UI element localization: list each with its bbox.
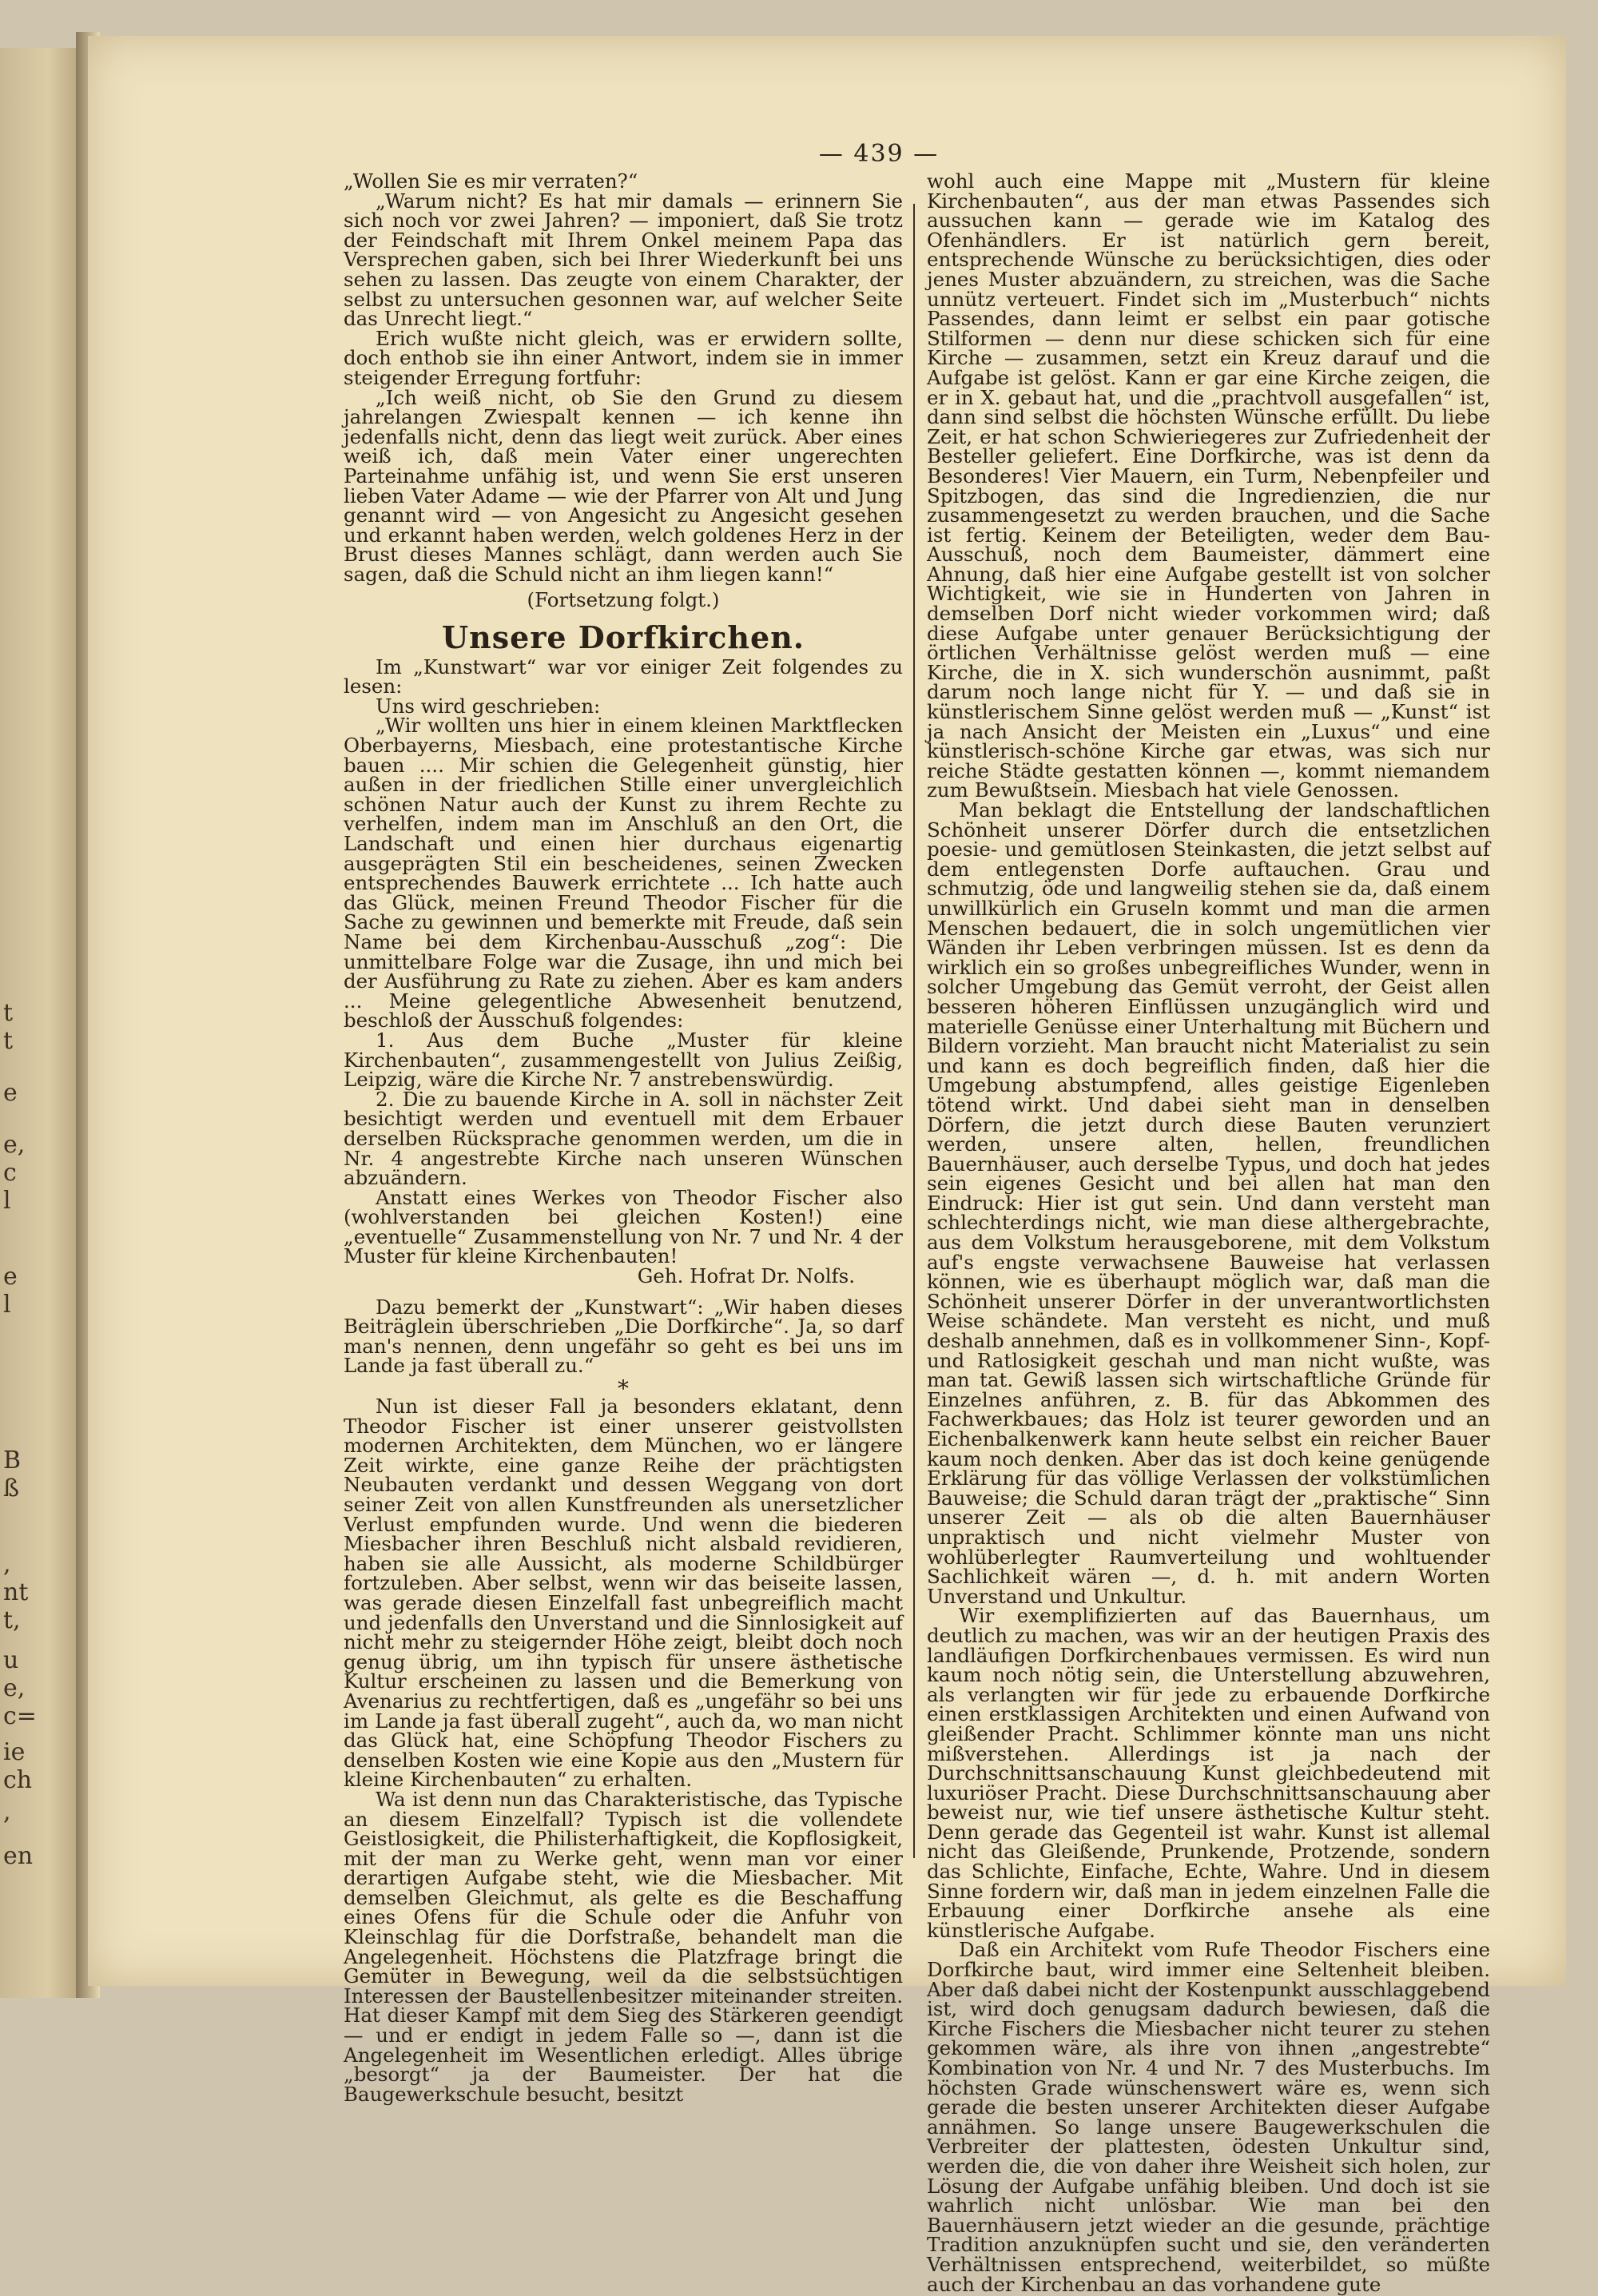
prev-page-fragment: u [3,1646,19,1674]
prev-page-fragment: e, [3,1131,26,1159]
prev-page-fragment: nt [3,1578,29,1606]
previous-page-edge [0,48,80,1998]
right-column [927,169,1490,2296]
prev-page-fragment: B [3,1446,22,1474]
section-star: * [618,1375,629,1403]
prev-page-fragment: en [3,1842,34,1870]
prev-page-fragment: ie [3,1738,26,1766]
body-paragraph: Man beklagt die Entstellung der landschaftlichen Schönheit unserer Dörfer durch die entsetzlichen poesie- und gemütlosen Steinkasten, die jetzt selbst auf dem entlegensten Dorfe auftauchen. Grau und schmutzig, öde und langweilig stehen sie da, daß einem unwillkürlich ein Gruseln kommt und man die armen Menschen bedauert, die in solch ungemütlichen vier Wänden ihr Leben verbringen müssen. Ist es denn da wirklich ein so großes unbegreifliches Wunder, wenn in solcher Umgebung das Gemüt verroht, der Geist allen besseren höheren Einflüssen unzugänglich wird und materielle Genüsse einer Unterhaltung mit Büchern und Bildern vorzieht. Man braucht nicht Materialist zu sein und kann es doch begreiflich finden, daß hier die Umgebung abstumpfend, alles geistige Eigenleben tötend wirkt. Und dabei sieht man in denselben Dörfern, die jetzt durch diese Bauten verunziert werden, unsere alten, hellen, freundlichen Bauernhäuser, auch derselbe Typus, und doch hat jedes sein eigenes Gesicht und bei allen hat man den Eindruck: Hier ist gut sein. Und dann versteht man schlechterdings nicht, wie man diese althergebrachte, aus dem Volkstum herausgeborene, mit dem Volkstum auf's engste verwachsene Bauweise hat verlassen können, wie es überhaupt möglich war, daß man die Schönheit unserer Dörfer in der unverantwortlichsten Weise schändete. Man versteht es nicht, und muß deshalb annehmen, daß es in vollkommener Sinn-, Kopf- und Ratlosigkeit geschah und man nicht wußte, was man tat. Gewiß lassen sich wirtschaftliche Gründe für Einzelnes anführen, z. B. für das Abkommen des Fachwerkbaues; das Holz ist teurer geworden und an Eichenbalkenwerk kann heute selbst ein reicher Bauer kaum noch denken. Aber das ist doch keine genügende Erklärung für das völlige Verlassen der volkstümlichen Bauweise; die Schuld daran trägt der „praktische“ Sinn unserer Zeit — als ob die alten Bauernhäuser unpraktisch und nicht vielmehr Muster von wohlüberlegter Raumverteilung und wohltuender Sachlichkeit wären —, d. h. mit andern Worten Unverstand und Unkultur. [927,798,1490,1608]
article-heading: Unsere Dorfkirchen. [441,619,805,656]
body-paragraph: Wir exemplifizierten auf das Bauernhaus, um deutlich zu machen, was wir an der heutigen Praxis des landläufigen Dorfkirchenbaues vermissen. Es wird nun kaum noch nötig sein, die Unterstellung abzuwehren, als verlangten wir für jede zu erbauende Dorfkirche einen erstklassigen Architekten und einen Aufwand von gleißender Pracht. Schlimmer könnte man uns nicht mißverstehen. Allerdings ist ja nach der Durchschnittsanschauung Kunst gleichbedeutend mit luxuriöser Pracht. Diese Durchschnittsanschauung aber beweist nur, wie tief unsere ästhetische Kultur steht. Denn gerade das Gegenteil ist wahr. Kunst ist allemal nicht das Gleißende, Prunkende, Protzende, sondern das Schlichte, Einfache, Echte, Wahre. Und in diesem Sinne fordern wir, daß man in jedem einzelnen Falle die Erbauung einer Dorfkirche ansehe als eine künstlerische Aufgabe. [927,1604,1490,1942]
prev-page-fragment: , [3,1550,11,1578]
kunstwart-comment: Dazu bemerkt der „Kunstwart“: „Wir haben dieses Beiträglein überschrieben „Die Dorfkirche“. Ja, so darf man's nennen, denn ungefähr so geht es bei uns im Lande ja fast überall zu.“ [344,1295,903,1378]
newspaper-page [88,36,1566,2296]
body-paragraph: Nun ist dieser Fall ja besonders eklatant, denn Theodor Fischer ist einer unserer geistvollsten modernen Architekten, dem München, wo er längere Zeit wirkte, eine ganze Reihe der prächtigsten Neubauten verdankt und dessen Weggang von dort seiner Zeit von allen Kunstfreunden als unersetzlicher Verlust empfunden wurde. Und wenn die biederen Miesbacher ihren Beschluß nicht alsbald revidieren, haben sie alle Aussicht, als moderne Schildbürger fortzuleben. Aber selbst, wenn wir das beiseite lassen, was gerade diesen Einzelfall fast unbegreiflich macht und jedenfalls den Unverstand und die Sinnlosigkeit auf nicht mehr zu steigernder Höhe zeigt, bleibt doch noch genug übrig, um ihn typisch für unsere ästhetische Kultur erscheinen zu lassen und die Bemerkung von Avenarius zu rechtfertigen, daß es „ungefähr so bei uns im Lande ja fast überall zugeht“, auch da, wo man nicht das Glück hat, eine Schöpfung Theodor Fischers zu denselben Kosten wie eine Kopie aus den „Mustern für kleine Kirchenbauten“ zu erhalten. [344,1395,903,1792]
prev-page-fragment: e, [3,1674,26,1702]
prev-page-fragment: ch [3,1766,33,1794]
quote-signature: Geh. Hofrat Dr. Nolfs. [637,1264,855,1288]
prev-page-fragment: c= [3,1702,37,1730]
novel-paragraph: „Wollen Sie es mir verraten?“ [344,169,638,193]
article-paragraph: Im „Kunstwart“ war vor einiger Zeit folgendes zu lesen: [344,655,903,698]
page-number: — 439 — [818,140,940,168]
article-paragraph: „Wir wollten uns hier in einem kleinen Marktflecken Oberbayerns, Miesbach, eine protestantische Kirche bauen .... Mir schien die Gelegenheit günstig, hier außen in der friedlichen Stille einer unvergleichlich schönen Natur auch der Kunst zu ihrem Rechte zu verhelfen, indem man im Anschluß an den Ort, die Landschaft und einen hier durchaus eigenartig ausgeprägten Stil ein bescheidenes, seinen Zwecken entsprechendes Bauwerk errichtete ... Ich hatte auch das Glück, meinen Freund Theodor Fischer für die Sache zu gewinnen und bemerkte mit Freude, daß sein Name bei dem Kirchenbau-Ausschuß „zog“: Die unmittelbare Folge war die Zusage, ihn und mich bei der Ausführung zu Rate zu ziehen. Aber es kam anders ... Meine gelegentliche Abwesenheit benutzend, beschloß der Ausschuß folgendes: [344,714,903,1033]
body-paragraph: Daß ein Architekt vom Rufe Theodor Fischers eine Dorfkirche baut, wird immer eine Seltenheit bleiben. Aber daß dabei nicht der Kostenpunkt ausschlaggebend ist, wird doch genugsam dadurch bewiesen, daß die Kirche Fischers die Miesbacher nicht teurer zu stehen gekommen wäre, als ihre von ihnen „angestrebte“ Kombination von Nr. 4 und Nr. 7 des Musterbuchs. Im höchsten Grade wünschenswert wäre es, wenn sich gerade die besten unserer Architekten dieser Aufgabe annähmen. So lange unsere Baugewerkschulen die Verbreiter der plattesten, ödesten Unkultur sind, werden die, die von daher ihre Weisheit sich holen, zur Lösung der Aufgabe unfähig bleiben. Und doch ist sie wahrlich nicht unlösbar. Wie man bei den Bauernhäusern jetzt wieder an die gesunde, prächtige Tradition anzuknüpfen sucht und sie, den veränderten Verhältnissen entsprechend, weiterbildet, so müßte auch der Kirchenbau an das vorhandene gute [927,1938,1490,2296]
prev-page-fragment: e [3,1079,18,1107]
prev-page-fragment: t [3,1027,14,1055]
novel-paragraph: Erich wußte nicht gleich, was er erwidern sollte, doch enthob sie ihn einer Antwort, indem sie in immer steigender Erregung fortfuhr: [344,326,903,389]
prev-page-fragment: l [3,1187,11,1215]
left-column [344,169,903,2106]
body-paragraph: wohl auch eine Mappe mit „Mustern für kleine Kirchenbauten“, aus der man etwas Passendes sich aussuchen kann — gerade wie im Katalog des Ofenhändlers. Er ist natürlich gern bereit, entsprechende Wünsche zu berücksichtigen, dies oder jenes Muster abzuändern, zu streichen, was die Sache unnütz verteuert. Findet sich im „Musterbuch“ nichts Passendes, dann leimt er selbst ein paar gotische Stilformen — denn nur diese schicken sich für eine Kirche — zusammen, setzt ein Kreuz darauf und die Aufgabe ist gelöst. Kann er gar eine Kirche zeigen, die er in X. gebaut hat, und die „prachtvoll ausgefallen“ ist, dann sind selbst die höchsten Wünsche erfüllt. Du liebe Zeit, er hat schon Schwieriegeres zur Zufriedenheit der Besteller geliefert. Eine Dorfkirche, was ist denn da Besonderes! Vier Mauern, ein Turm, Nebenpfeiler und Spitzbogen, das sind die Ingredienzien, die nur zusammengesetzt zu werden brauchen, und die Sache ist fertig. Keinem der Beteiligten, weder dem Bau-Ausschuß, noch dem Baumeister, dämmert eine Ahnung, daß hier eine Aufgabe gestellt ist von solcher Wichtigkeit, wie sie in Hunderten von Jahren in demselben Dorf nicht wieder vorkommen wird; daß diese Aufgabe unter genauer Berücksichtigung der örtlichen Verhältnisse gelöst werden muß — eine Kirche, die in X. sich wunderschön ausnimmt, paßt darum noch lange nicht für Y. — und daß sie in künstlerischem Sinne gelöst werden muß — „Kunst“ ist ja nach Ansicht der Meisten ein „Luxus“ und eine künstlerisch-schöne Kirche gar etwas, was sich nur reiche Städte gestatten können —, kommt niemandem zum Bewußtsein. Miesbach hat viele Genossen. [927,169,1490,802]
prev-page-fragment: c [3,1159,17,1187]
article-paragraph: Anstatt eines Werkes von Theodor Fischer also (wohlverstanden bei gleichen Kosten!) eine „eventuelle“ Zusammenstellung von Nr. 7 und Nr. 4 der Muster für kleine Kirchenbauten! [344,1185,903,1268]
prev-page-fragment: t, [3,1606,21,1634]
novel-paragraph: „Ich weiß nicht, ob Sie den Grund zu diesem jahrelangen Zwiespalt kennen — ich kenne ihn jedenfalls nicht, denn das liegt weit zurück. Aber eines weiß ich, daß mein Vater einer ungerechten Parteinahme unfähig ist, und wenn Sie erst unseren lieben Vater Adame — wie der Pfarrer von Alt und Jung genannt wird — von Angesicht zu Angesicht gesehen und erkannt haben werden, welch goldenes Herz in der Brust dieses Mannes schlägt, dann werden auch Sie sagen, daß die Schuld nicht an ihm liegen kann!“ [344,385,903,586]
article-paragraph: 2. Die zu bauende Kirche in A. soll in nächster Zeit besichtigt werden und eventuell mit dem Erbauer derselben Rücksprache genommen werden, um die in Nr. 4 angestrebte Kirche nach unseren Wünschen abzuändern. [344,1087,903,1190]
prev-page-fragment: t [3,999,14,1027]
prev-page-fragment: , [3,1798,11,1826]
novel-paragraph: „Warum nicht? Es hat mir damals — erinnern Sie sich noch vor zwei Jahren? — imponiert, daß Sie trotz der Feindschaft mit Ihrem Onkel meinem Papa das Versprechen gaben, sich bei Ihrer Wiederkunft bei uns sehen zu lassen. Das zeugte von einem Charakter, der selbst zu untersuchen gesonnen war, auf welcher Seite das Unrecht liegt.“ [344,189,903,331]
prev-page-fragment: l [3,1291,11,1319]
prev-page-fragment: ß [3,1474,20,1502]
body-paragraph: Wa ist denn nun das Charakteristische, das Typische an diesem Einzelfall? Typisch ist die vollendete Geistlosigkeit, die Philisterhaftigkeit, die Kopflosigkeit, mit der man zu Werke geht, wenn man vor einer derartigen Aufgabe steht, wie die Miesbacher. Mit demselben Gleichmut, als gelte es die Beschaffung eines Ofens für die Schule oder die Anfuhr von Kleinschlag für die Dorfstraße, behandelt man die Angelegenheit. Höchstens die Platzfrage bringt die Gemüter in Bewegung, weil da die selbstsüchtigen Interessen der Baustellenbesitzer miteinander streiten. Hat dieser Kampf mit dem Sieg des Stärkeren geendigt — und er endigt in jedem Falle so —, dann ist die Angelegenheit im Wesentlichen erledigt. Alles übrige „besorgt“ ja der Baumeister. Der hat die Baugewerkschule besucht, besitzt [344,1787,903,2106]
article-paragraph: Uns wird geschrieben: [376,694,601,718]
article-paragraph: 1. Aus dem Buche „Muster für kleine Kirchenbauten“, zusammengestellt von Julius Zeißig, Leipzig, wäre die Kirche Nr. 7 anstrebenswürdig. [344,1028,903,1092]
column-rule [913,204,915,1858]
continuation-note: (Fortsetzung folgt.) [527,588,720,612]
prev-page-fragment: e [3,1263,18,1291]
